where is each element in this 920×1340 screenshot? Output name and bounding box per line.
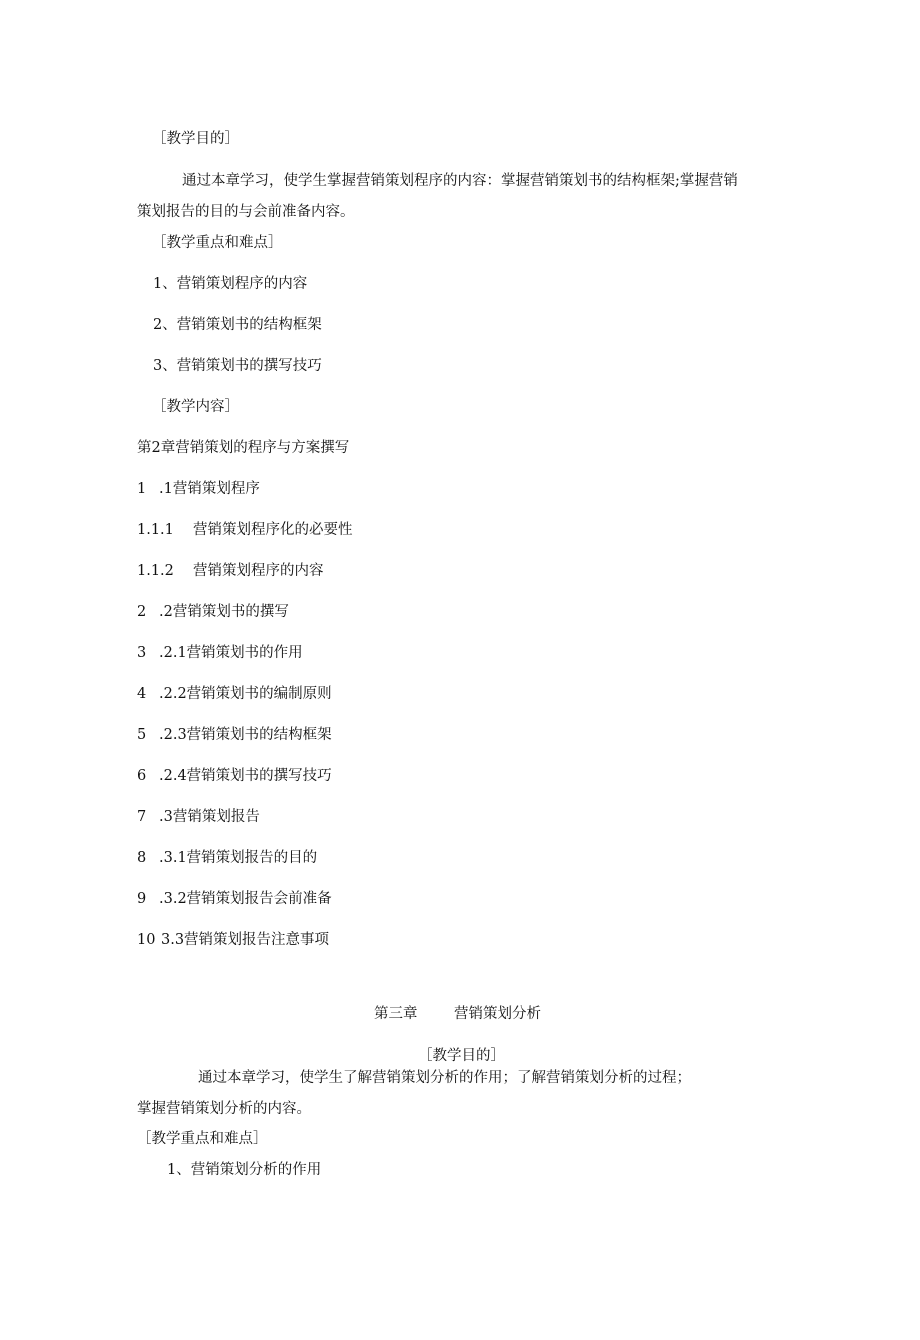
outline-item (137, 520, 353, 540)
objective-text-line1: 通过本章学习，使学生掌握营销策划程序的内容：掌握营销策划书的结构框架;掌握营销 (182, 173, 738, 189)
outline-number: 8 (137, 850, 147, 866)
outline-text: .3.1营销策划报告的目的 (159, 850, 318, 866)
outline-number: 2 (137, 604, 147, 620)
chapter-heading (374, 1004, 541, 1024)
objective-text-line1: 通过本章学习，使学生了解营销策划分析的作用；了解营销策划分析的过程； (198, 1070, 691, 1086)
outline-item (137, 807, 260, 827)
outline-number: 1.1.2 (137, 563, 174, 579)
key-point-item: 1、营销策划分析的作用 (167, 1162, 322, 1178)
key-point-item: 1、营销策划程序的内容 (153, 276, 308, 292)
outline-text: 3.3营销策划报告注意事项 (161, 932, 330, 948)
objective-text-line2: 策划报告的目的与会前准备内容。 (137, 204, 355, 220)
chapter-name: 营销策划分析 (454, 1006, 541, 1022)
outline-number: 4 (137, 686, 147, 702)
outline-text: .2.2营销策划书的编制原则 (159, 686, 332, 702)
outline-text: .3营销策划报告 (159, 809, 260, 825)
outline-number: 9 (137, 891, 147, 907)
outline-item (137, 561, 324, 581)
outline-text: .2营销策划书的撰写 (159, 604, 289, 620)
outline-number: 3 (137, 645, 147, 661)
outline-item (137, 684, 332, 704)
outline-item (137, 602, 289, 622)
key-point-item: 3、营销策划书的撰写技巧 (153, 358, 322, 374)
outline-text: 营销策划程序化的必要性 (193, 522, 353, 538)
outline-number: 10 (137, 932, 156, 948)
outline-number: 6 (137, 768, 147, 784)
outline-text: .2.1营销策划书的作用 (159, 645, 303, 661)
outline-number: 1 (137, 481, 147, 497)
outline-item (137, 889, 332, 909)
key-point-item: 2、营销策划书的结构框架 (153, 317, 322, 333)
outline-text: .1营销策划程序 (159, 481, 260, 497)
chapter-title: 第2章营销策划的程序与方案撰写 (137, 440, 350, 456)
objective-heading: ［教学目的］ (418, 1048, 505, 1064)
outline-item (137, 643, 303, 663)
outline-item (137, 930, 329, 950)
outline-item (137, 725, 332, 745)
outline-number: 1.1.1 (137, 522, 174, 538)
outline-number: 5 (137, 727, 147, 743)
content-heading: ［教学内容］ (152, 399, 239, 415)
outline-text: .3.2营销策划报告会前准备 (159, 891, 332, 907)
key-points-heading: ［教学重点和难点］ (137, 1131, 268, 1147)
outline-text: 营销策划程序的内容 (193, 563, 324, 579)
outline-item (137, 848, 317, 868)
objective-text-line2: 掌握营销策划分析的内容。 (137, 1101, 311, 1117)
outline-text: .2.3营销策划书的结构框架 (159, 727, 332, 743)
outline-item (137, 479, 260, 499)
outline-item (137, 766, 332, 786)
outline-number: 7 (137, 809, 147, 825)
chapter-label: 第三章 (374, 1006, 418, 1022)
outline-text: .2.4营销策划书的撰写技巧 (159, 768, 332, 784)
key-points-heading: ［教学重点和难点］ (152, 235, 283, 251)
objective-heading: ［教学目的］ (152, 131, 239, 147)
